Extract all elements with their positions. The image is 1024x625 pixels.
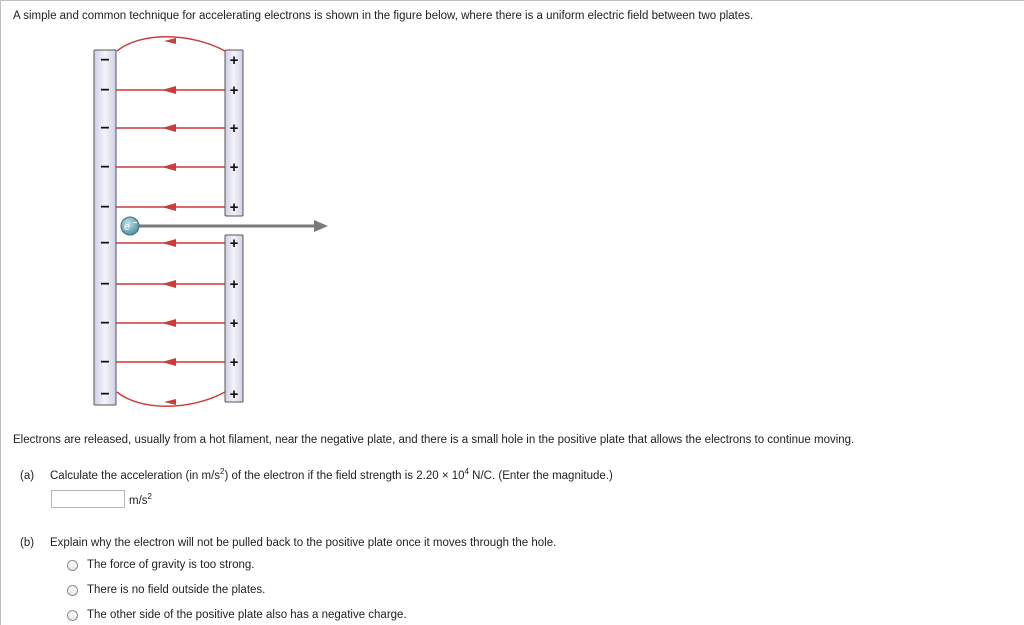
- option-gravity[interactable]: [67, 559, 254, 571]
- negative-sign: −: [100, 354, 110, 371]
- field-arrowhead: [162, 358, 176, 366]
- field-arrowhead: [162, 86, 176, 94]
- question-intro: A simple and common technique for accelerating electrons is shown in the figure below, where there is a uniform electric field between two plates.: [13, 10, 754, 22]
- acceleration-answer-input[interactable]: [51, 490, 125, 508]
- field-arrowhead: [162, 280, 176, 288]
- parallel-plates-figure: [80, 36, 340, 416]
- positive-sign: +: [229, 52, 239, 69]
- field-arrowhead: [162, 124, 176, 132]
- negative-sign: −: [100, 82, 110, 99]
- negative-plate: [94, 50, 116, 405]
- field-arrowhead: [162, 203, 176, 211]
- radio-button[interactable]: [67, 610, 78, 621]
- electron-charge: −: [132, 218, 138, 227]
- content-border-top: [0, 0, 1024, 1]
- field-arrowhead: [162, 239, 176, 247]
- negative-sign: −: [100, 315, 110, 332]
- description-paragraph: Electrons are released, usually from a hot filament, near the negative plate, and there is a small hole in the positive plate that allows the electrons to continue moving.: [13, 434, 855, 446]
- positive-sign: +: [229, 386, 239, 403]
- radio-button[interactable]: [67, 560, 78, 571]
- positive-sign: +: [229, 276, 239, 293]
- option-no-field[interactable]: [67, 584, 265, 596]
- negative-sign: −: [100, 120, 110, 137]
- positive-sign: +: [229, 354, 239, 371]
- electron-label: e: [123, 221, 131, 233]
- part-a-label: (a): [20, 469, 35, 482]
- field-arrowhead: [162, 319, 176, 327]
- positive-sign: +: [229, 159, 239, 176]
- negative-sign: −: [100, 199, 110, 216]
- negative-sign: −: [100, 52, 110, 69]
- answer-unit: $m/s^2$: [129, 491, 152, 507]
- option-negative-charge[interactable]: [67, 609, 407, 621]
- positive-sign: +: [229, 120, 239, 137]
- positive-sign: +: [229, 315, 239, 332]
- negative-sign: −: [100, 276, 110, 293]
- part-b-text: Explain why the electron will not be pulled back to the positive plate once it moves through the hole.: [50, 537, 557, 549]
- part-a-text: Calculate the acceleration (in $m/s^2$) of the electron if the field strength is $2.20 \times 10^4$ N/C. (Enter the magnitude.): [50, 467, 613, 482]
- field-arrowhead: [164, 38, 176, 44]
- part-a-question: [20, 467, 613, 482]
- positive-sign: +: [229, 82, 239, 99]
- field-arrowhead: [164, 399, 176, 405]
- fringe-field-top: [117, 37, 225, 51]
- fringe-field-bottom: [117, 392, 225, 406]
- part-b-question: [20, 537, 556, 549]
- negative-sign: −: [100, 159, 110, 176]
- part-b-label: (b): [20, 537, 35, 549]
- option-label[interactable]: The other side of the positive plate also has a negative charge.: [87, 609, 407, 621]
- part-a-answer-row: [51, 488, 152, 510]
- radio-button[interactable]: [67, 585, 78, 596]
- option-label[interactable]: The force of gravity is too strong.: [87, 559, 255, 571]
- field-arrowhead: [162, 163, 176, 171]
- negative-sign: −: [100, 386, 110, 403]
- option-label[interactable]: There is no field outside the plates.: [87, 584, 266, 596]
- content-border-left: [0, 0, 1, 625]
- electron-beam-arrowhead: [314, 220, 328, 232]
- negative-sign: −: [100, 235, 110, 252]
- positive-sign: +: [229, 199, 239, 216]
- positive-sign: +: [229, 235, 239, 252]
